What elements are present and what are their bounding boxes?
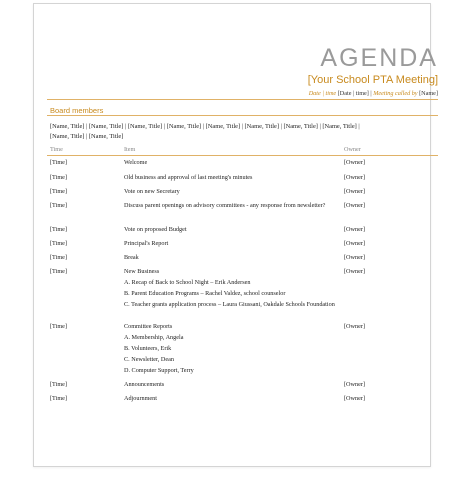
board-divider (47, 115, 438, 116)
date-time-label: Date | time (308, 90, 337, 97)
agenda-owner: [Owner] (344, 226, 365, 233)
agenda-subitem: B. Parent Education Programs – Rachel Valdez, school counselor (124, 290, 286, 297)
table-header-divider (47, 155, 438, 156)
called-by-value: [Name] (419, 90, 438, 97)
agenda-item: Committee Reports (124, 323, 173, 330)
agenda-time: [Time] (50, 226, 67, 233)
agenda-time: [Time] (50, 174, 67, 181)
board-members-list: [Name, Title] | [Name, Title] | [Name, Title] | [Name, Title] | [Name, Title] | [Name, Title] | [Name, Title] | [Name, Title] | [Name, Title] | [Name, Title] (50, 123, 360, 140)
agenda-time: [Time] (50, 202, 67, 209)
agenda-title: AGENDA (320, 44, 438, 72)
agenda-item: Announcements (124, 381, 165, 388)
agenda-time: [Time] (50, 188, 67, 195)
owner-column-header: Owner (344, 146, 361, 153)
item-column-header: Item (124, 146, 136, 153)
header-divider (47, 99, 438, 100)
agenda-time: [Time] (50, 254, 67, 261)
date-time-value: [Date | time] (337, 90, 369, 97)
agenda-item: Old business and approval of last meeting's minutes (124, 174, 253, 181)
agenda-owner: [Owner] (344, 159, 365, 166)
agenda-item: Vote on new Secretary (124, 188, 180, 195)
agenda-owner: [Owner] (344, 323, 365, 330)
agenda-owner: [Owner] (344, 395, 365, 402)
meeting-meta (309, 90, 438, 97)
agenda-time: [Time] (50, 323, 67, 330)
agenda-subitem: A. Recap of Back to School Night – Erik Andersen (124, 279, 251, 286)
time-column-header: Time (50, 146, 63, 153)
called-by-label: Meeting called by (373, 90, 418, 97)
agenda-item: Vote on proposed Budget (124, 226, 187, 233)
agenda-subitem: D. Computer Support, Terry (124, 367, 194, 374)
meeting-name: [Your School PTA Meeting] (307, 74, 438, 86)
agenda-time: [Time] (50, 268, 67, 275)
agenda-owner: [Owner] (344, 174, 365, 181)
agenda-time: [Time] (50, 240, 67, 247)
agenda-owner: [Owner] (344, 381, 365, 388)
agenda-owner: [Owner] (344, 188, 365, 195)
agenda-item: New Business (124, 268, 160, 275)
agenda-time: [Time] (50, 159, 67, 166)
board-members-heading: Board members (50, 106, 104, 115)
agenda-subitem: A. Membership, Angela (124, 334, 184, 341)
agenda-subitem: C. Newsletter, Dean (124, 356, 174, 363)
agenda-time: [Time] (50, 395, 67, 402)
agenda-owner: [Owner] (344, 268, 365, 275)
agenda-item: Principal's Report (124, 240, 169, 247)
agenda-subitem: C. Teacher grants application process – Laura Giussani, Oakdale Schools Foundation (124, 301, 335, 308)
agenda-time: [Time] (50, 381, 67, 388)
agenda-subitem: B. Volunteers, Erik (124, 345, 172, 352)
meta-divider: | (370, 90, 372, 97)
agenda-owner: [Owner] (344, 202, 365, 209)
agenda-owner: [Owner] (344, 240, 365, 247)
agenda-item: Welcome (124, 159, 148, 166)
agenda-item: Break (124, 254, 139, 261)
agenda-owner: [Owner] (344, 254, 365, 261)
agenda-item: Discuss parent openings on advisory committees - any response from newsletter? (124, 202, 326, 209)
agenda-item: Adjournment (124, 395, 157, 402)
